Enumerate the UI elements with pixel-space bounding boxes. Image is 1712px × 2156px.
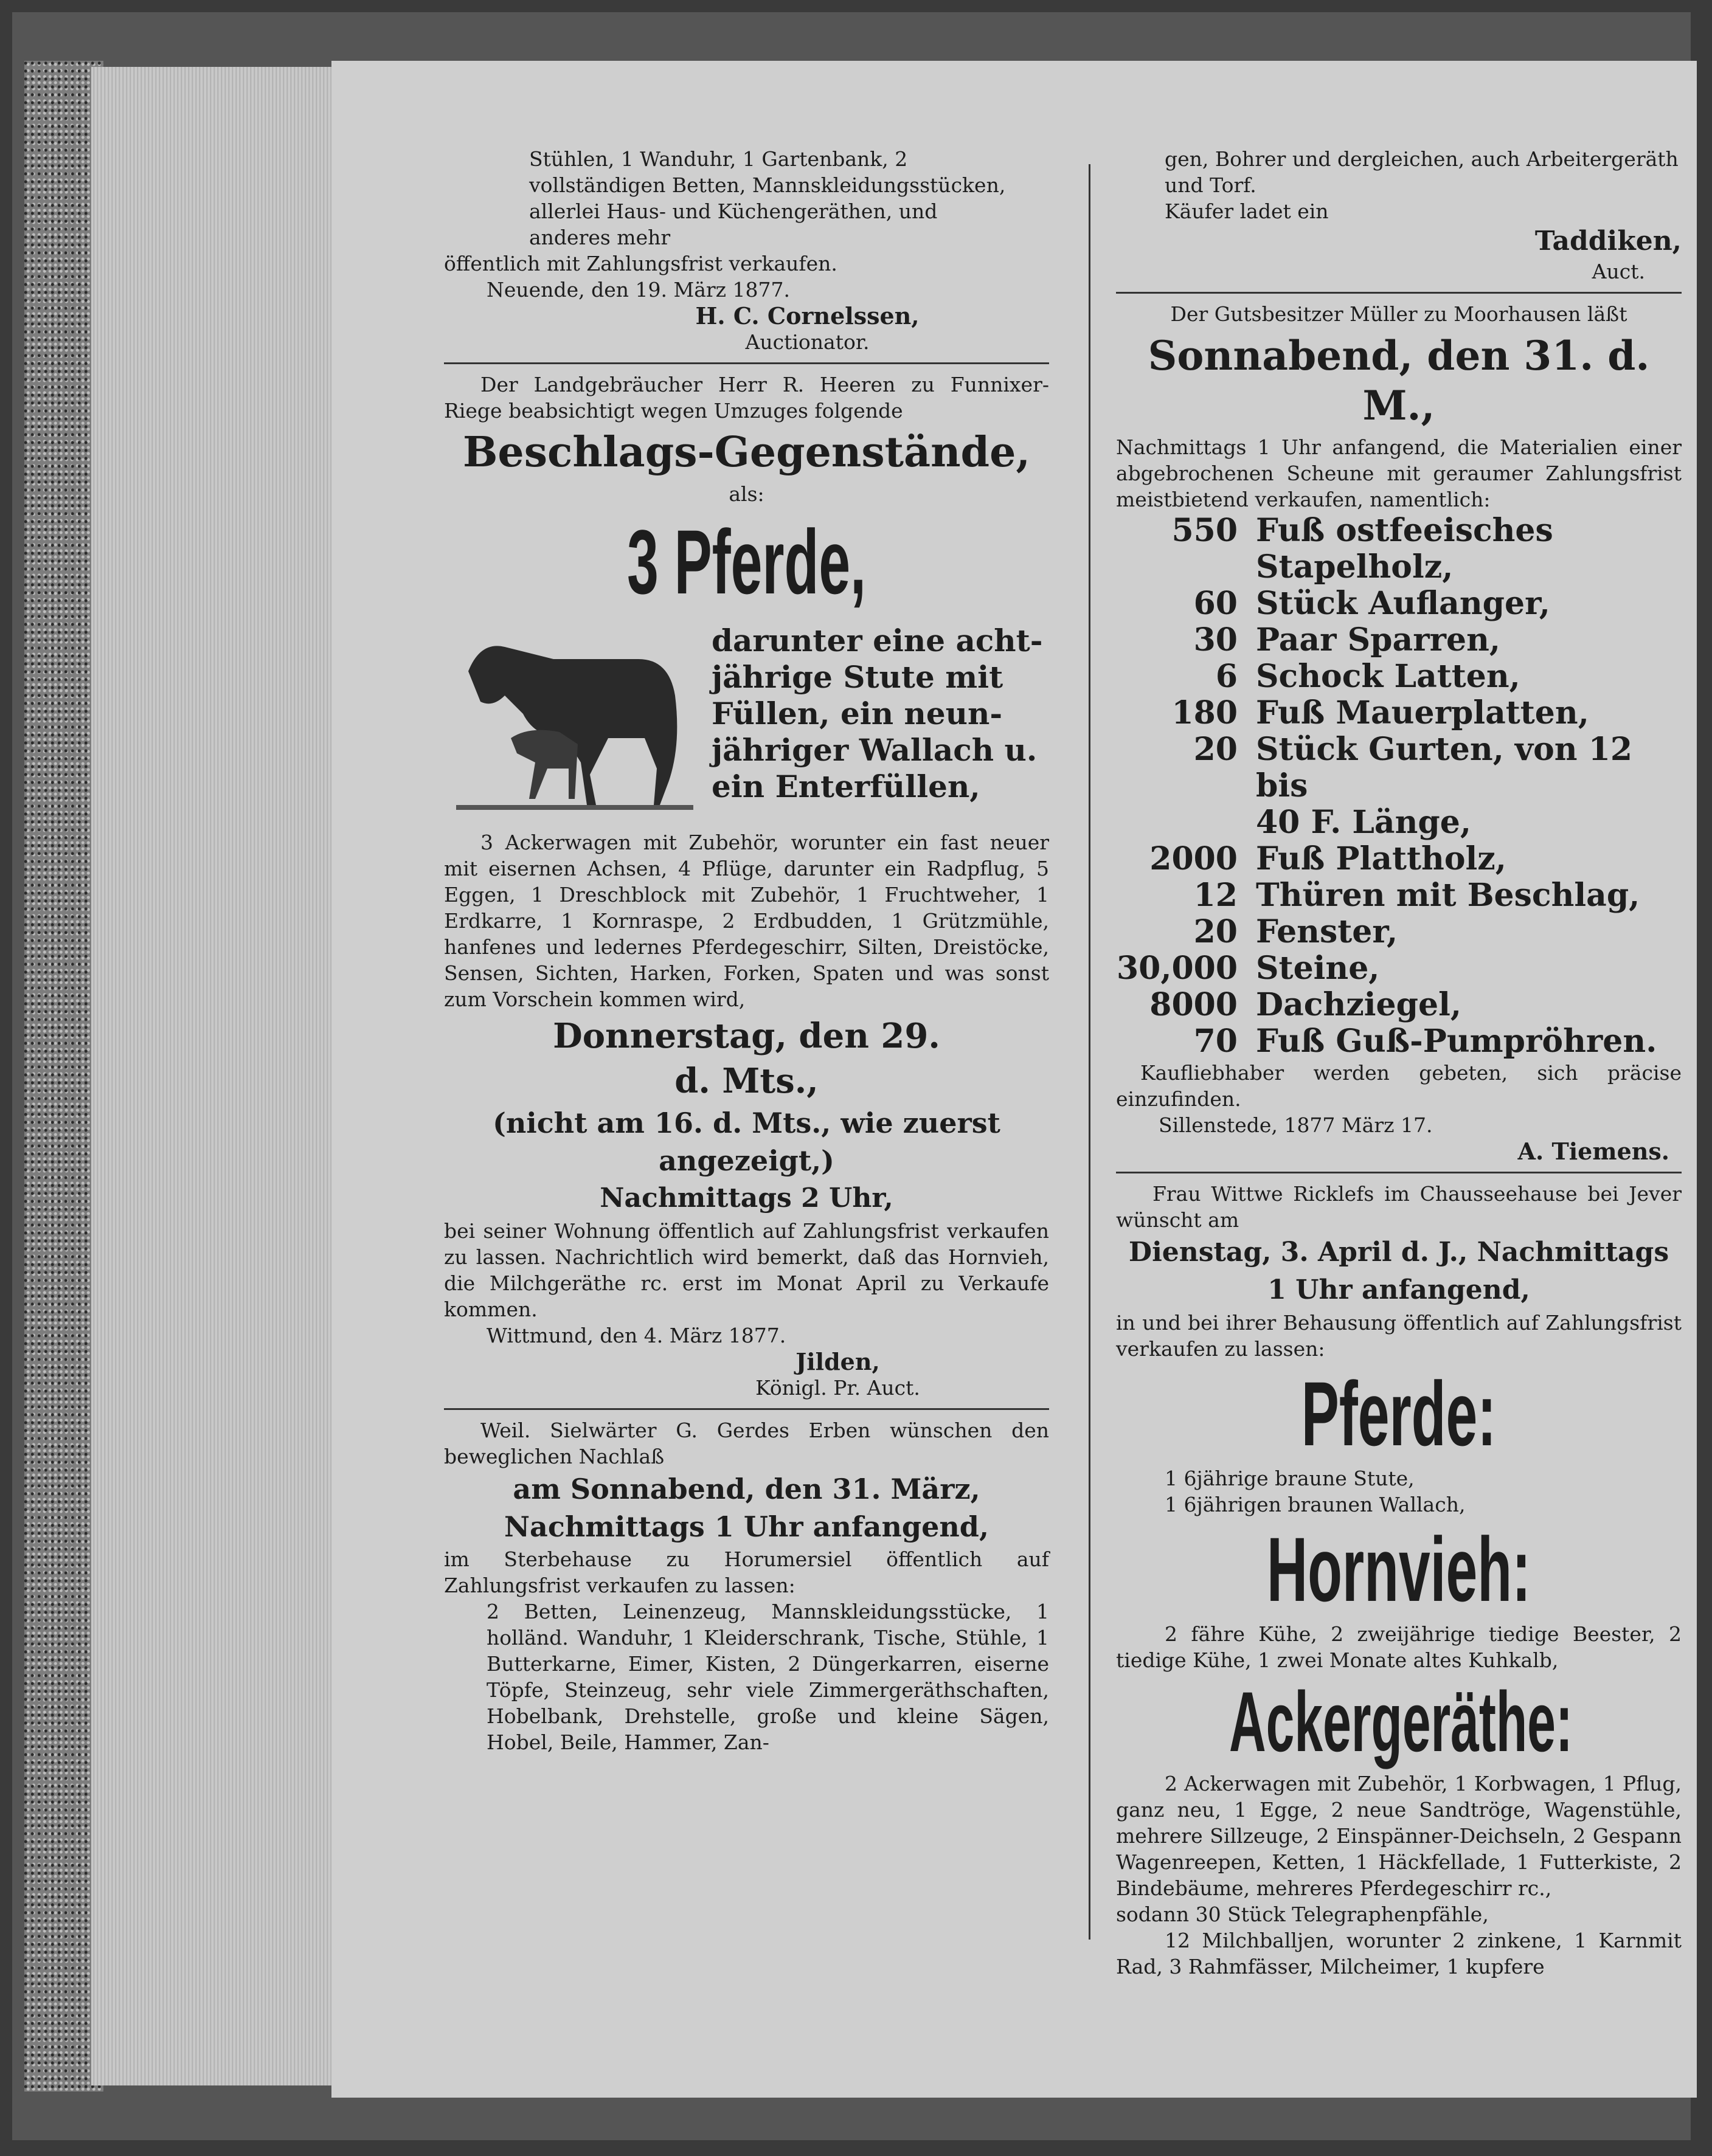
ad-signer: A. Tiemens. — [1517, 1138, 1669, 1165]
horse-with-foal-illustration — [444, 623, 699, 823]
material-description: Fuß Guß-Pumpröhren. — [1256, 1023, 1657, 1060]
ad-place-date: Sillenstede, 1877 März 17. — [1159, 1113, 1433, 1137]
material-quantity: 70 — [1193, 1023, 1238, 1060]
ad-time: Nachmittags 2 Uhr, — [600, 1183, 893, 1214]
horses-headline: 3 Pferde, — [627, 511, 866, 613]
material-quantity: 6 — [1215, 658, 1238, 695]
material-description: Thüren mit Beschlag, — [1256, 877, 1640, 914]
ad-date-note: angezeigt,) — [659, 1144, 834, 1177]
ad-invite: Käufer ladet ein — [1165, 199, 1329, 223]
material-row — [1116, 658, 1682, 695]
material-quantity: 2000 — [1149, 840, 1238, 877]
right-column — [1116, 146, 1682, 1994]
material-description: Fuß Plattholz, — [1256, 840, 1506, 877]
ad-role: Auctionator. — [745, 330, 870, 354]
material-description: Fuß Mauerplatten, — [1256, 694, 1589, 731]
material-quantity: 8000 — [1149, 986, 1238, 1023]
material-row — [1116, 1023, 1682, 1060]
ad-intro: Frau Wittwe Ricklefs im Chausseehause bei Jever wünscht am — [1116, 1182, 1682, 1232]
material-description: Fuß ostfeeisches Stapelholz, — [1256, 512, 1553, 586]
material-row — [1116, 586, 1682, 622]
material-description: Stück Auflanger, — [1256, 585, 1550, 622]
material-description: Dachziegel, — [1256, 986, 1461, 1023]
material-row — [1116, 877, 1682, 914]
telegraph-text: sodann 30 Stück Telegraphenpfähle, — [1116, 1902, 1489, 1926]
material-description: Stück Gurten, von 12 bis — [1256, 731, 1633, 804]
ad-role: Auct. — [1592, 260, 1645, 283]
horse-line: darunter eine acht- — [712, 623, 1043, 658]
ad-intro: Weil. Sielwärter G. Gerdes Erben wünschen den beweglichen Nachlaß — [444, 1418, 1049, 1468]
ad-signer: H. C. Cornelssen, — [695, 302, 920, 330]
ad-signer: Jilden, — [795, 1348, 880, 1375]
horse-description — [712, 623, 1042, 805]
ad-line: gen, Bohrer und dergleichen, auch Arbeitergeräth — [1165, 147, 1679, 171]
horse-line: ein Enterfüllen, — [712, 769, 980, 804]
pferde-item: 1 6jährige braune Stute, — [1165, 1467, 1415, 1490]
ad-role: Königl. Pr. Auct. — [755, 1376, 920, 1400]
ad-signer: Taddiken, — [1534, 226, 1682, 257]
material-description: 40 F. Länge, — [1256, 804, 1471, 841]
ad-gerdes — [444, 1417, 1049, 1763]
ad-note: Kaufliebhaber werden gebeten, sich präcise einzufinden. — [1116, 1061, 1682, 1111]
ad-body: in und bei ihrer Behausung öffentlich auf Zahlungsfrist verkaufen zu lassen: — [1116, 1311, 1682, 1361]
material-row — [1116, 987, 1682, 1023]
material-description: Paar Sparren, — [1256, 621, 1500, 658]
newspaper-page — [331, 61, 1697, 2098]
ad-heading: Beschlags-Gegenstände, — [462, 428, 1031, 477]
horse-block — [444, 623, 1049, 823]
material-quantity: 30 — [1193, 621, 1238, 658]
ad-body: bei seiner Wohnung öffentlich auf Zahlungsfrist verkaufen zu lassen. Nachrichtlich wird bemerkt, daß das Hornvieh, die Milchgeräthe rc. erst im Monat April zu Verkaufe kommen. — [444, 1219, 1049, 1321]
heading-pferde: Pferde: — [1301, 1363, 1497, 1465]
ad-items: 2 Betten, Leinenzeug, Mannskleidungsstücke, 1 holländ. Wanduhr, 1 Kleiderschrank, Tische, Stühle, 1 Butterkarne, Eimer, Kisten, 2 Düngerkarren, eiserne Töpfe, Steinzeug, sehr viele Zimmergeräthschaften, Hobelbank, Drehstelle, große und kleine Sägen, Hobel, Beile, Hammer, Zan- — [487, 1600, 1049, 1754]
ad-place-date: Wittmund, den 4. März 1877. — [487, 1324, 786, 1347]
ad-date: Dienstag, 3. April d. J., Nachmittags — [1128, 1237, 1669, 1268]
column-divider — [1089, 164, 1090, 1940]
milk-text: 12 Milchballjen, worunter 2 zinkene, 1 Karnmit Rad, 3 Rahmfässer, Milcheimer, 1 kupfere — [1116, 1929, 1682, 1978]
material-row — [1116, 804, 1682, 841]
ad-body: im Sterbehause zu Horumersiel öffentlich auf Zahlungsfrist verkaufen zu lassen: — [444, 1547, 1049, 1597]
material-row — [1116, 950, 1682, 987]
material-quantity: 20 — [1193, 731, 1238, 768]
ad-date-note: (nicht am 16. d. Mts., wie zuerst — [493, 1107, 1000, 1139]
ad-line: allerlei Haus- und Küchengeräthen, und — [529, 199, 938, 223]
ad-body: Nachmittags 1 Uhr anfangend, die Materialien einer abgebrochenen Scheune mit geraumer Zahlungsfrist meistbietend verkaufen, namentlich: — [1116, 435, 1682, 511]
material-row — [1116, 622, 1682, 658]
ad-text: öffentlich mit Zahlungsfrist verkaufen. — [444, 252, 837, 275]
material-row — [1116, 841, 1682, 877]
material-description: Fenster, — [1256, 913, 1398, 950]
acker-text: 2 Ackerwagen mit Zubehör, 1 Korbwagen, 1 Pflug, ganz neu, 1 Egge, 2 neue Sandtröge, Wagenstühle, mehrere Sillzeuge, 2 Einspänner-Deichseln, 2 Gespann Wagenreepen, Ketten, 1 Häckfellade, 1 Futterkiste, 2 Bindebäume, mehreres Pferdegeschirr rc., — [1116, 1772, 1682, 1900]
left-column — [444, 146, 1049, 1770]
heading-hornvieh: Hornvieh: — [1266, 1518, 1531, 1620]
ad-line: und Torf. — [1165, 173, 1256, 197]
ad-time: Nachmittags 1 Uhr anfangend, — [504, 1510, 989, 1543]
ad-date-line: d. Mts., — [674, 1061, 819, 1101]
pferde-item: 1 6jährigen braunen Wallach, — [1165, 1493, 1466, 1516]
material-quantity: 180 — [1171, 694, 1238, 731]
ad-line: anderes mehr — [529, 226, 671, 249]
material-row — [1116, 513, 1682, 586]
page-stack-edges — [91, 67, 334, 2085]
horse-line: Füllen, ein neun- — [712, 696, 1003, 731]
ad-items: 3 Ackerwagen mit Zubehör, worunter ein fast neuer mit eisernen Achsen, 4 Pflüge, darunter ein Radpflug, 5 Eggen, 1 Dreschblock mit Zubehör, 1 Fruchtweher, 1 Erdkarre, 1 Kornraspe, 2 Erdbudden, 1 Grützmühle, hanfenes und ledernes Pferdegeschirr, Silten, Dreistöcke, Sensen, Sichten, Harken, Forken, Spaten und was sonst zum Vorschein kommen wird, — [444, 831, 1049, 1011]
ad-heeren — [444, 371, 1049, 1410]
ad-line: Stühlen, 1 Wanduhr, 1 Gartenbank, 2 — [529, 147, 908, 171]
horse-line: jähriger Wallach u. — [712, 732, 1038, 768]
ad-date: Sonnabend, den 31. d. M., — [1148, 332, 1650, 429]
material-quantity: 12 — [1193, 877, 1238, 914]
material-quantity: 20 — [1193, 913, 1238, 950]
ad-intro: Der Gutsbesitzer Müller zu Moorhausen läßt — [1170, 302, 1627, 326]
ad-line: vollständigen Betten, Mannskleidungsstücken, — [529, 173, 1006, 197]
ad-taddiken — [1116, 146, 1682, 294]
material-row — [1116, 695, 1682, 731]
ad-als: als: — [729, 482, 764, 506]
material-description: Schock Latten, — [1256, 658, 1520, 695]
material-row — [1116, 914, 1682, 950]
ad-intro: Der Landgebräucher Herr R. Heeren zu Funnixer-Riege beabsichtigt wegen Umzuges folgende — [444, 373, 1049, 423]
horse-line: jährige Stute mit — [712, 659, 1003, 695]
ad-cornelssen — [444, 146, 1049, 364]
ad-date-line: Donnerstag, den 29. — [553, 1016, 940, 1056]
material-description: Steine, — [1256, 950, 1380, 987]
material-row — [1116, 731, 1682, 804]
material-quantity: 550 — [1171, 512, 1238, 549]
material-quantity: 30,000 — [1116, 950, 1238, 987]
material-quantity — [1116, 804, 1256, 841]
ad-time: 1 Uhr anfangend, — [1267, 1274, 1530, 1305]
hornvieh-text: 2 fähre Kühe, 2 zweijährige tiedige Beester, 2 tiedige Kühe, 1 zwei Monate altes Kuhkalb, — [1116, 1622, 1682, 1672]
ad-date: am Sonnabend, den 31. März, — [513, 1473, 980, 1505]
ad-date: Neuende, den 19. März 1877. — [487, 278, 791, 302]
heading-ackergeraethe: Ackergeräthe: — [1229, 1674, 1573, 1769]
materials-list — [1116, 513, 1682, 1060]
ad-mueller — [1116, 301, 1682, 1173]
ad-ricklefs — [1116, 1181, 1682, 1987]
material-quantity: 60 — [1193, 585, 1238, 622]
